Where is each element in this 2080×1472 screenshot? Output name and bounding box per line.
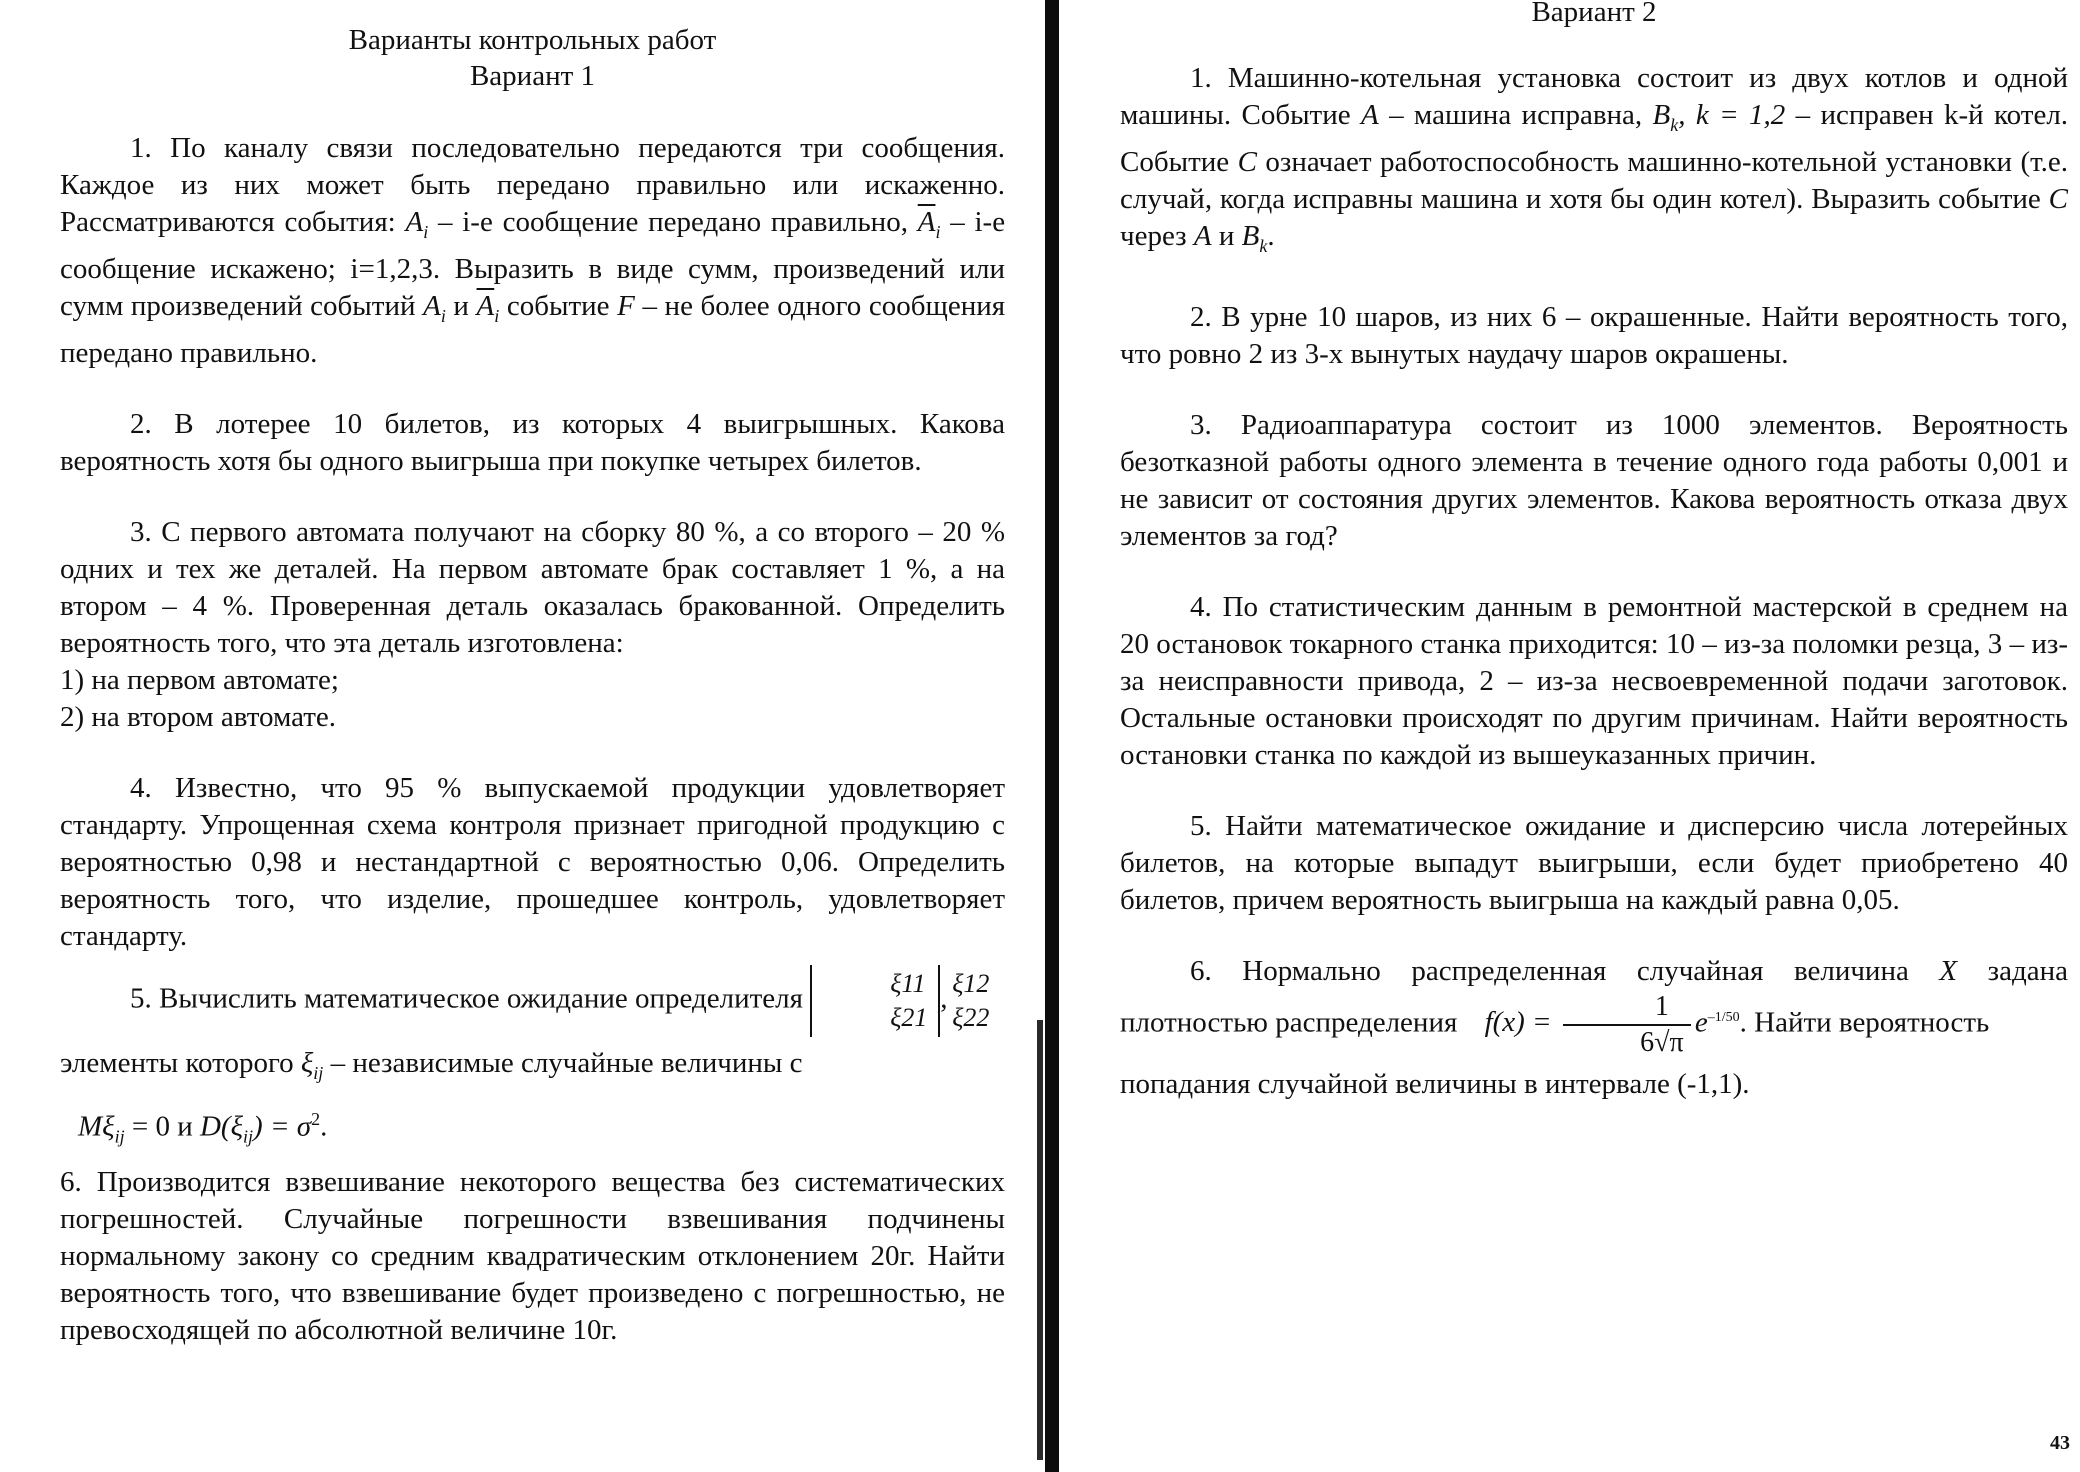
density-fraction: $\frac{1}{6√\pi}$	[1563, 990, 1691, 1060]
right-page	[1120, 0, 2068, 1103]
variant-1-title: Вариант 1	[469, 60, 596, 92]
v2-task-2: 2. В урне 10 шаров, из них 6 – окрашенные. Найти вероятность того, что ровно 2 из 3-х вынутых наудачу шаров окрашены.	[1120, 300, 2068, 370]
v1-task-5-formula: $M\xi_{ij} = 0$ и $D(\xi_{ij}) = \sigma^2$.	[78, 1109, 328, 1147]
page-number: 43	[2050, 1432, 2070, 1454]
v1-task-5-line-2: элементы которого $\xi_{ij}$ – независимые случайные величины с	[60, 1046, 803, 1083]
v2-task-5: 5. Найти математическое ожидание и дисперсию числа лотерейных билетов, на которые выпадут выигрыши, если будет приобретено 40 билетов, причем вероятность выигрыша на каждый равна 0,05.	[1120, 809, 2068, 916]
v1-task-4: 4. Известно, что 95 % выпускаемой продукции удовлетворяет стандарту. Упрощенная схема контроля признает пригодной продукцию с вероятностью 0,98 и нестандартной с вероятностью 0,06. Определить вероятность того, что изделие, прошедшее контроль, удовлетворяет стандарту.	[60, 771, 1005, 952]
v2-task-6: 6. Нормально распределенная случайная величина X задана плотностью распределения f(x) = $\frac{1}{6√\pi}$ $e^{-1/50}$. Найти вероятность	[1120, 954, 2069, 1058]
v1-task-3-item-2: 2) на втором автомате.	[60, 700, 337, 733]
determinant-matrix: ξ11 ξ12 ξ21 ξ22	[810, 965, 940, 1037]
spine-shadow	[1037, 1020, 1043, 1460]
v2-task-4: 4. По статистическим данным в ремонтной мастерской в среднем на 20 остановок токарного станка приходится: 10 – из-за поломки резца, 3 – из-за неисправности привода, 2 – из-за несвоевременной подачи заготовок. Остальные остановки происходят по другим причинам. Найти вероятность остановки станка по каждой из вышеуказанных причин.	[1120, 590, 2068, 771]
document-heading: Варианты контрольных работ	[348, 24, 717, 56]
v1-task-3: 3. С первого автомата получают на сборку 80 %, а со второго – 20 % одних и тех же деталей. На первом автомате брак составляет 1 %, а на втором – 4 %. Проверенная деталь оказалась бракованной. Определить вероятность того, что эта деталь изготовлена:	[60, 515, 1005, 659]
v2-task-3: 3. Радиоаппаратура состоит из 1000 элементов. Вероятность безотказной работы одного элемента в течение одного года работы 0,001 и не зависит от состояния других элементов. Какова вероятность отказа двух элементов за год?	[1120, 408, 2068, 552]
v2-task-1: 1. Машинно-котельная установка состоит из двух котлов и одной машины. Событие A – машина исправна, $B_k$, k = 1,2 – исправен k-й котел. Событие C означает работоспособность машинно-котельной установки (т.е. случай, когда исправны машина и хотя бы один котел). Выразить событие C через A и $B_k$.	[1120, 62, 2069, 256]
v1-task-3-item-1: 1) на первом автомате;	[60, 663, 339, 696]
v1-task-5: 5. Вычислить математическое ожидание определителя ξ11 ξ12 ξ21 ξ22 ,	[60, 965, 1005, 1037]
v1-task-2: 2. В лотерее 10 билетов, из которых 4 выигрышных. Какова вероятность хотя бы одного выигрыша при покупке четырех билетов.	[60, 407, 1005, 477]
v1-task-1: 1. По каналу связи последовательно передаются три сообщения. Каждое из них может быть передано правильно или искаженно. Рассматриваются события: $A_i - i-е$ сообщение передано правильно, $\overline{A}_i - i-е$ сообщение искажено; i=1,2,3. Выразить в виде сумм, произведений или сумм произведений событий $A_i$ и $\overline{A}_i$ событие F – не более одного сообщения передано правильно.	[60, 132, 1006, 369]
left-page	[60, 0, 1005, 1349]
variant-2-title: Вариант 2	[1531, 0, 1657, 28]
v2-task-6-line-2: попадания случайной величины в интервале (-1,1).	[1120, 1067, 1750, 1100]
v1-task-6: 6. Производится взвешивание некоторого вещества без систематических погрешностей. Случайные погрешности взвешивания подчинены нормальному закону со средним квадратическим отклонением 20г. Найти вероятность того, что взвешивание будет произведено с погрешностью, не превосходящей по абсолютной величине 10г.	[60, 1165, 1005, 1346]
book-spine	[1045, 0, 1059, 1472]
